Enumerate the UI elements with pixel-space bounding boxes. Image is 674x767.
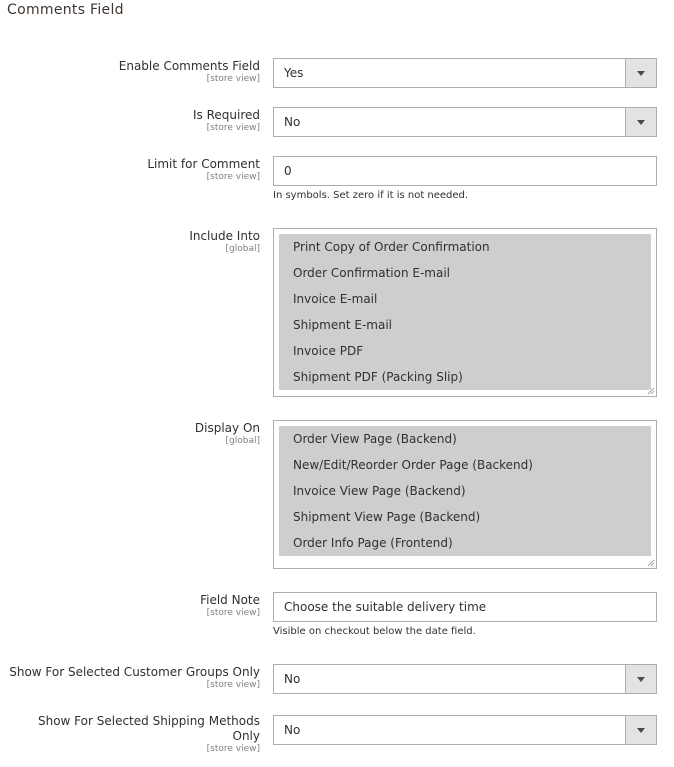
shipping-methods-select[interactable] (273, 715, 657, 745)
field-note-scope: [store view] (206, 608, 260, 618)
limit-note: In symbols. Set zero if it is not needed. (273, 190, 469, 201)
customer-groups-label-block (0, 665, 260, 691)
is-required-select[interactable] (273, 107, 657, 137)
resize-handle-icon[interactable] (647, 559, 655, 567)
enable-comments-select[interactable] (273, 58, 657, 88)
display-option[interactable]: New/Edit/Reorder Order Page (Backend) (279, 452, 651, 478)
section-title: Comments Field (7, 2, 124, 18)
display-option[interactable]: Invoice View Page (Backend) (279, 478, 651, 504)
display-on-label: Display On (194, 421, 260, 435)
field-note-label-block (0, 593, 260, 619)
customer-groups-scope: [store view] (206, 680, 260, 690)
include-option[interactable]: Print Copy of Order Confirmation (279, 234, 651, 260)
customer-groups-select[interactable] (273, 664, 657, 694)
include-into-multiselect[interactable] (273, 228, 657, 397)
field-note-value: Choose the suitable delivery time (284, 600, 487, 614)
field-note-hint: Visible on checkout below the date field. (273, 626, 476, 637)
chevron-down-icon[interactable] (625, 108, 656, 136)
resize-handle-icon[interactable] (647, 387, 655, 395)
customer-groups-label: Show For Selected Customer Groups Only (9, 665, 260, 679)
include-into-label: Include Into (189, 229, 260, 243)
chevron-down-icon[interactable] (625, 716, 656, 744)
is-required-value: No (284, 115, 301, 129)
display-option[interactable]: Order View Page (Backend) (279, 426, 651, 452)
limit-label-block (0, 157, 260, 183)
chevron-down-icon[interactable] (625, 665, 656, 693)
shipping-methods-label-line2: Only (232, 729, 260, 743)
display-on-multiselect[interactable] (273, 420, 657, 569)
enable-comments-label-block (0, 59, 260, 85)
include-option[interactable]: Shipment E-mail (279, 312, 651, 338)
include-option[interactable]: Invoice PDF (279, 338, 651, 364)
include-into-label-block (0, 229, 260, 255)
enable-comments-scope: [store view] (206, 74, 260, 84)
shipping-methods-scope: [store view] (206, 744, 260, 754)
display-on-scope: [global] (225, 436, 260, 446)
limit-label: Limit for Comment (147, 157, 260, 171)
display-option[interactable]: Order Info Page (Frontend) (279, 530, 651, 556)
include-option[interactable]: Invoice E-mail (279, 286, 651, 312)
shipping-methods-label-block (0, 714, 260, 755)
enable-comments-value: Yes (284, 66, 304, 80)
chevron-down-icon[interactable] (625, 59, 656, 87)
limit-scope: [store view] (206, 172, 260, 182)
customer-groups-value: No (284, 672, 301, 686)
shipping-methods-value: No (284, 723, 301, 737)
limit-input[interactable] (273, 156, 657, 186)
field-note-label: Field Note (200, 593, 260, 607)
include-option[interactable]: Order Confirmation E-mail (279, 260, 651, 286)
field-note-input[interactable] (273, 592, 657, 622)
is-required-label: Is Required (192, 108, 260, 122)
display-on-label-block (0, 421, 260, 447)
limit-value: 0 (284, 164, 292, 178)
display-option[interactable]: Shipment View Page (Backend) (279, 504, 651, 530)
is-required-label-block (0, 108, 260, 134)
is-required-scope: [store view] (206, 123, 260, 133)
include-option[interactable]: Shipment PDF (Packing Slip) (279, 364, 651, 390)
shipping-methods-label-line1: Show For Selected Shipping Methods (37, 714, 260, 728)
enable-comments-label: Enable Comments Field (118, 59, 260, 73)
include-into-scope: [global] (225, 244, 260, 254)
